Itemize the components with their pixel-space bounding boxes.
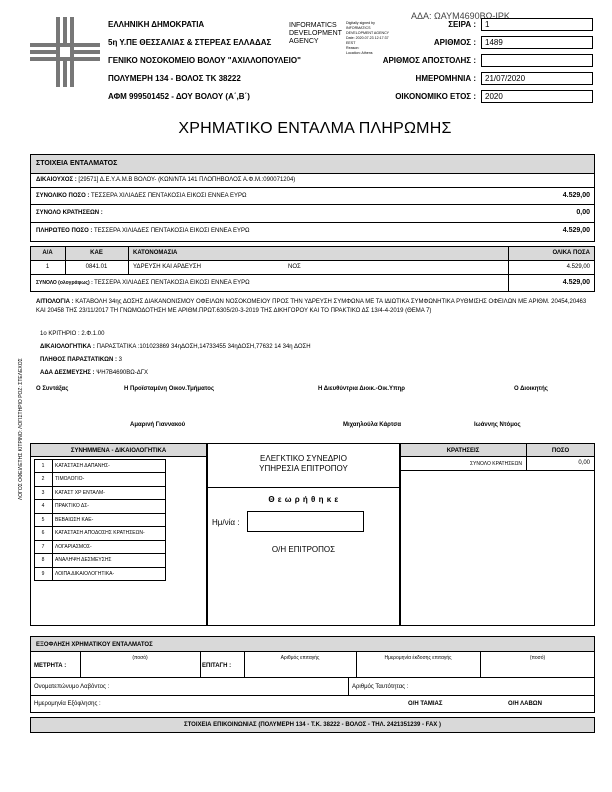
kae-row-amount: 4.529,00: [566, 264, 590, 270]
synimmena-num-6: 6: [41, 530, 45, 536]
synimmena-num-3: 3: [41, 490, 45, 496]
footer-contact: ΣΤΟΙΧΕΙΑ ΕΠΙΚΟΙΝΩΝΙΑΣ (ΠΟΛΥΜΕΡΗ 134 - Τ.Κ. 38222 - ΒΟΛΟΣ - ΤΗΛ. 2421351239 - FAX ): [184, 722, 441, 728]
synimmena-item-4: ΠΡΑΚΤΙΚΟ ΔΣ-: [55, 503, 89, 509]
synimmena-item-8: ΑΝΑΛΗΨΗ ΔΕΣΜΕΥΣΗΣ: [55, 557, 112, 563]
page-title: ΧΡΗΜΑΤΙΚΟ ΕΝΤΑΛΜΑ ΠΛΗΡΩΜΗΣ: [178, 120, 452, 137]
onomatep-label: Ονοματεπώνυμο Λαβόντος :: [34, 684, 110, 690]
synimmena-item-5: ΒΕΒΑΙΩΣΗ ΚΑΕ-: [55, 517, 94, 523]
elegktiko-date-field[interactable]: [247, 511, 364, 532]
kae-row-aa: 1: [45, 264, 50, 270]
kae-header-katonomasia: ΚΑΤΟΝΟΜΑΣΙΑ: [133, 250, 178, 256]
pliroteo-poso-row: ΠΛΗΡΩΤΕΟ ΠΟΣΟ : ΤΕΣΣΕΡΑ ΧΙΛΙΑΔΕΣ ΠΕΝΤΑΚΟΣΙΑ ΕΙΚΟΣΙ ΕΝΝΕΑ ΕΥΡΩ: [36, 228, 250, 234]
lavon-label: Ο/Η ΛΑΒΩΝ: [508, 701, 542, 707]
epitagi-poso-label: (ποσό): [529, 655, 546, 661]
arithmos-label: ΑΡΙΘΜΟΣ :: [433, 38, 476, 47]
pliroteo-poso-amount: 4.529,00: [562, 227, 590, 234]
kae-header-olika-posa: ΟΛΙΚΑ ΠΟΣΑ: [552, 250, 590, 256]
kratiseis-total-label: ΣΥΝΟΛΟ ΚΡΑΤΗΣΕΩΝ: [469, 461, 522, 467]
hmerominia-exoflisis-label: Ημερομηνία Εξόφλησης :: [34, 701, 101, 707]
hmerominia-value: 21/07/2020: [481, 72, 593, 85]
synimmena-item-9: ΛΟΙΠΑ ΔΙΚΑΙΟΛΟΓΗΤΙΚΑ-: [55, 571, 115, 577]
synimmena-num-8: 8: [41, 557, 45, 563]
kratiseis-total-value: 0,00: [578, 460, 590, 466]
signature-role-syntaxas: Ο Συντάξας: [36, 386, 69, 392]
theorithike: Θ ε ω ρ ή θ η κ ε: [268, 495, 339, 504]
synimmena-heading: ΣΥΝΗΜΜΕΝΑ - ΔΙΚΑΙΟΛΟΓΗΤΙΚΑ: [70, 448, 167, 454]
ada-desmeusis: ΑΔΑ ΔΕΣΜΕΥΣΗΣ : ΨΗ7Β4690ΒΩ-ΔΓΧ: [40, 370, 149, 376]
synolo-kratiseon-amount: 0,00: [576, 209, 590, 216]
kratiseis-poso-header: ΠΟΣΟ: [551, 448, 570, 454]
kae-row-extra: ΝΟΣ: [288, 264, 301, 270]
header-line-5: ΑΦΜ 999501452 - ΔΟΥ ΒΟΛΟΥ (Α΄,Β΄): [108, 92, 250, 101]
elegktiko-line-1: ΕΛΕΓΚΤΙΚΟ ΣΥΝΕΔΡΙΟ: [260, 454, 347, 463]
elegktiko-line-2: ΥΠΗΡΕΣΙΑ ΕΠΙΤΡΟΠΟΥ: [259, 464, 348, 473]
signature-role-proistameni: Η Προϊσταμένη Οικον.Τμήματος: [124, 386, 215, 392]
hmerominia-label: ΗΜΕΡΟΜΗΝΙΑ :: [415, 74, 476, 83]
aitiologia: ΑΙΤΙΟΛΟΓΙΑ : ΚΑΤΑΒΟΛΗ 34ης ΔΟΣΗΣ ΔΙΑΚΑΝΟΝΙΣΜΟΥ ΟΦΕΙΛΩΝ ΝΟΣΟΚΟΜΕΙΟΥ ΠΡΟΣ ΤΗΝ ΥΔΡΕΥΣΗ ΣΥΜΦΩΝΑ ΜΕ ΤΑ ΙΔΙΩΤΙΚΑ ΣΥΜΦΩΝΗΤΙΚΑ ΡΥΘΜΙΣΗΣ ΟΦΕΙΛΩΝ ΜΕ ΑΡΙΘΜ. 20454,20463 ΚΑΙ 20458 ΤΗΣ 23/11/2017 ΤΗ ΓΝΩΜΟΔΟΤΗΣΗ ΜΕ ΑΡΙΘΜ.ΠΡΩΤ.6305/20-3-2019 ΤΗΣ ΔΙΚΗΓΟΡΟΥ ΚΑΙ ΤΟ ΠΡΑΚΤΙΚΟ ΔΣ 13/4-4-2019 (ΘΕΜΑ 7): [36, 299, 587, 314]
elegktiko-date-label: Ημ/νία :: [212, 518, 240, 527]
stoixeia-heading: ΣΤΟΙΧΕΙΑ ΕΝΤΑΛΜΑΤΟΣ: [36, 160, 118, 167]
seira-label: ΣΕΙΡΑ :: [448, 20, 476, 29]
arithmos-tautotitas-label: Αριθμός Ταυτότητας :: [352, 684, 409, 690]
synimmena-item-6: ΚΑΤΑΣΤΑΣΗ ΑΠΟΔΟΣΗΣ ΚΡΑΤΗΣΕΩΝ-: [55, 530, 145, 536]
dikaiologitika: ΔΙΚΑΙΟΛΟΓΗΤΙΚΑ : ΠΑΡΑΣΤΑΤΙΚΑ :101023869 34ηΔΟΣΗ,14733455 34ηΔΟΣΗ,77632 14 34η ΔΟΣΗ: [40, 344, 311, 350]
seira-value: 1: [481, 18, 593, 31]
synimmena-item-3: ΚΑΤΑΣΤ ΧΡ ΕΝΤΑΛΜ-: [55, 490, 105, 496]
hospital-logo-icon: [30, 17, 100, 87]
oikonomiko-etos-value: 2020: [481, 90, 593, 103]
kritirio: 1ο ΚΡΙΤΗΡΙΟ : 2.Φ.1.00: [40, 331, 105, 337]
arithmos-apostolis-label: ΑΡΙΘΜΟΣ ΑΠΟΣΤΟΛΗΣ :: [382, 56, 476, 65]
synimmena-num-5: 5: [41, 517, 45, 523]
signature-name-3: Ιωάννης Ντόμος: [474, 422, 521, 428]
kratiseis-header: ΚΡΑΤΗΣΕΙΣ: [446, 448, 480, 454]
header-line-1: ΕΛΛΗΝΙΚΗ ΔΗΜΟΚΡΑΤΙΑ: [108, 20, 205, 29]
synimmena-item-1: ΚΑΤΑΣΤΑΣΗ ΔΑΠΑΝΗΣ-: [55, 463, 110, 469]
synolo-kratiseon-row: ΣΥΝΟΛΟ ΚΡΑΤΗΣΕΩΝ :: [36, 210, 103, 216]
epitagi-label: ΕΠΙΤΑΓΗ :: [202, 663, 232, 669]
oikonomiko-etos-label: ΟΙΚΟΝΟΜΙΚΟ ΕΤΟΣ :: [395, 92, 476, 101]
synimmena-num-4: 4: [41, 503, 45, 509]
signature-role-dioikitis: Ο Διοικητής: [514, 386, 548, 392]
tamias-label: Ο/Η ΤΑΜΙΑΣ: [408, 701, 443, 707]
signature-name-2: Μιχαηλούλα Κάρτσα: [343, 422, 402, 428]
plithos-parastatikon: ΠΛΗΘΟΣ ΠΑΡΑΣΤΑΤΙΚΩΝ : 3: [40, 357, 122, 363]
header-line-2: 5η Υ.ΠΕ ΘΕΣΣΑΛΙΑΣ & ΣΤΕΡΕΑΣ ΕΛΛΑΔΑΣ: [108, 38, 272, 47]
header-line-4: ΠΟΛΥΜΕΡΗ 134 - ΒΟΛΟΣ ΤΚ 38222: [108, 74, 241, 83]
synimmena-num-2: 2: [41, 476, 45, 482]
kae-header-kae: ΚΑΕ: [90, 250, 103, 256]
arithmos-value: 1489: [481, 36, 593, 49]
signature-role-dieythyntria: Η Διευθύντρια Διοικ.-Οικ.Υπηρ: [318, 386, 405, 392]
kae-total-row: ΣΥΝΟΛΟ (ολογράφως) : ΤΕΣΣΕΡΑ ΧΙΛΙΑΔΕΣ ΠΕΝΤΑΚΟΣΙΑ ΕΙΚΟΣΙ ΕΝΝΕΑ ΕΥΡΩ: [36, 280, 250, 286]
ada-label: ΑΔΑ: ΩΑΥΜ4690ΒΩ-ΙΡΚ: [411, 11, 510, 21]
synimmena-item-7: ΛΟΓΑΡΙΑΣΜΟΣ-: [55, 544, 92, 550]
metrita-label: ΜΕΤΡΗΤΑ :: [34, 663, 67, 669]
agency-name: INFORMATICS DEVELOPMENT AGENCY: [289, 22, 342, 45]
kae-row-name: ΥΔΡΕΥΣΗ ΚΑΙ ΑΡΔΕΥΣΗ: [133, 264, 201, 270]
exoflisi-heading: ΕΞΟΦΛΗΣΗ ΧΡΗΜΑΤΙΚΟΥ ΕΝΤΑΛΜΑΤΟΣ: [36, 642, 153, 648]
epitropos: Ο/Η ΕΠΙΤΡΟΠΟΣ: [271, 545, 336, 554]
synoliko-poso-amount: 4.529,00: [562, 192, 590, 199]
metrita-poso-label: (ποσό): [132, 655, 148, 661]
kae-header-aa: Α/Α: [42, 250, 53, 256]
header-line-3: ΓΕΝΙΚΟ ΝΟΣΟΚΟΜΕΙΟ ΒΟΛΟΥ "ΑΧΙΛΛΟΠΟΥΛΕΙΟ": [108, 56, 301, 65]
side-copy-legend: ΛΟΓΟΣ ΟΦΕΙΛΕΤΗΣ ΚΙΤΡΙΝΟ: ΛΟΓΙΣΤΗΡΙΟ ΡΟΖ: ΣΤΕΛΕΧΟΣ: [18, 358, 24, 500]
digital-signature-stamp: Digitally signed by INFORMATICS DEVELOPMENT AGENCY Date: 2020.07.23 12:17:37 EEST Reason: Location: Athens: [346, 21, 390, 55]
synimmena-item-2: ΤΙΜΟΛΟΓΙΟ-: [55, 476, 85, 482]
arithmos-epitagis-label: Αριθμός επιταγής: [280, 655, 320, 661]
kae-row-kae: 0841.01: [85, 264, 108, 270]
synimmena-num-7: 7: [41, 544, 45, 550]
arithmos-apostolis-value: [481, 54, 593, 67]
signature-name-1: Αμαρινή Γιαννακού: [130, 422, 186, 428]
hmerominia-ekdosis-label: Ημερομηνία έκδοσης επιταγής: [384, 655, 452, 661]
kae-total-amount: 4.529,00: [562, 279, 590, 286]
dikaiouxos-row: ΔΙΚΑΙΟΥΧΟΣ : [29571] Δ.Ε.Υ.Α.Μ.Β ΒΟΛΟΥ- (ΚΩΝ/ΝΤΑ 141 ΠΛΟΠΗΒΟΛΟΣ Α.Φ.Μ.:090071204): [36, 177, 296, 183]
synimmena-num-9: 9: [41, 571, 45, 577]
synoliko-poso-row: ΣΥΝΟΛΙΚΟ ΠΟΣΟ : ΤΕΣΣΕΡΑ ΧΙΛΙΑΔΕΣ ΠΕΝΤΑΚΟΣΙΑ ΕΙΚΟΣΙ ΕΝΝΕΑ ΕΥΡΩ: [36, 193, 247, 199]
synimmena-num-1: 1: [41, 463, 45, 469]
